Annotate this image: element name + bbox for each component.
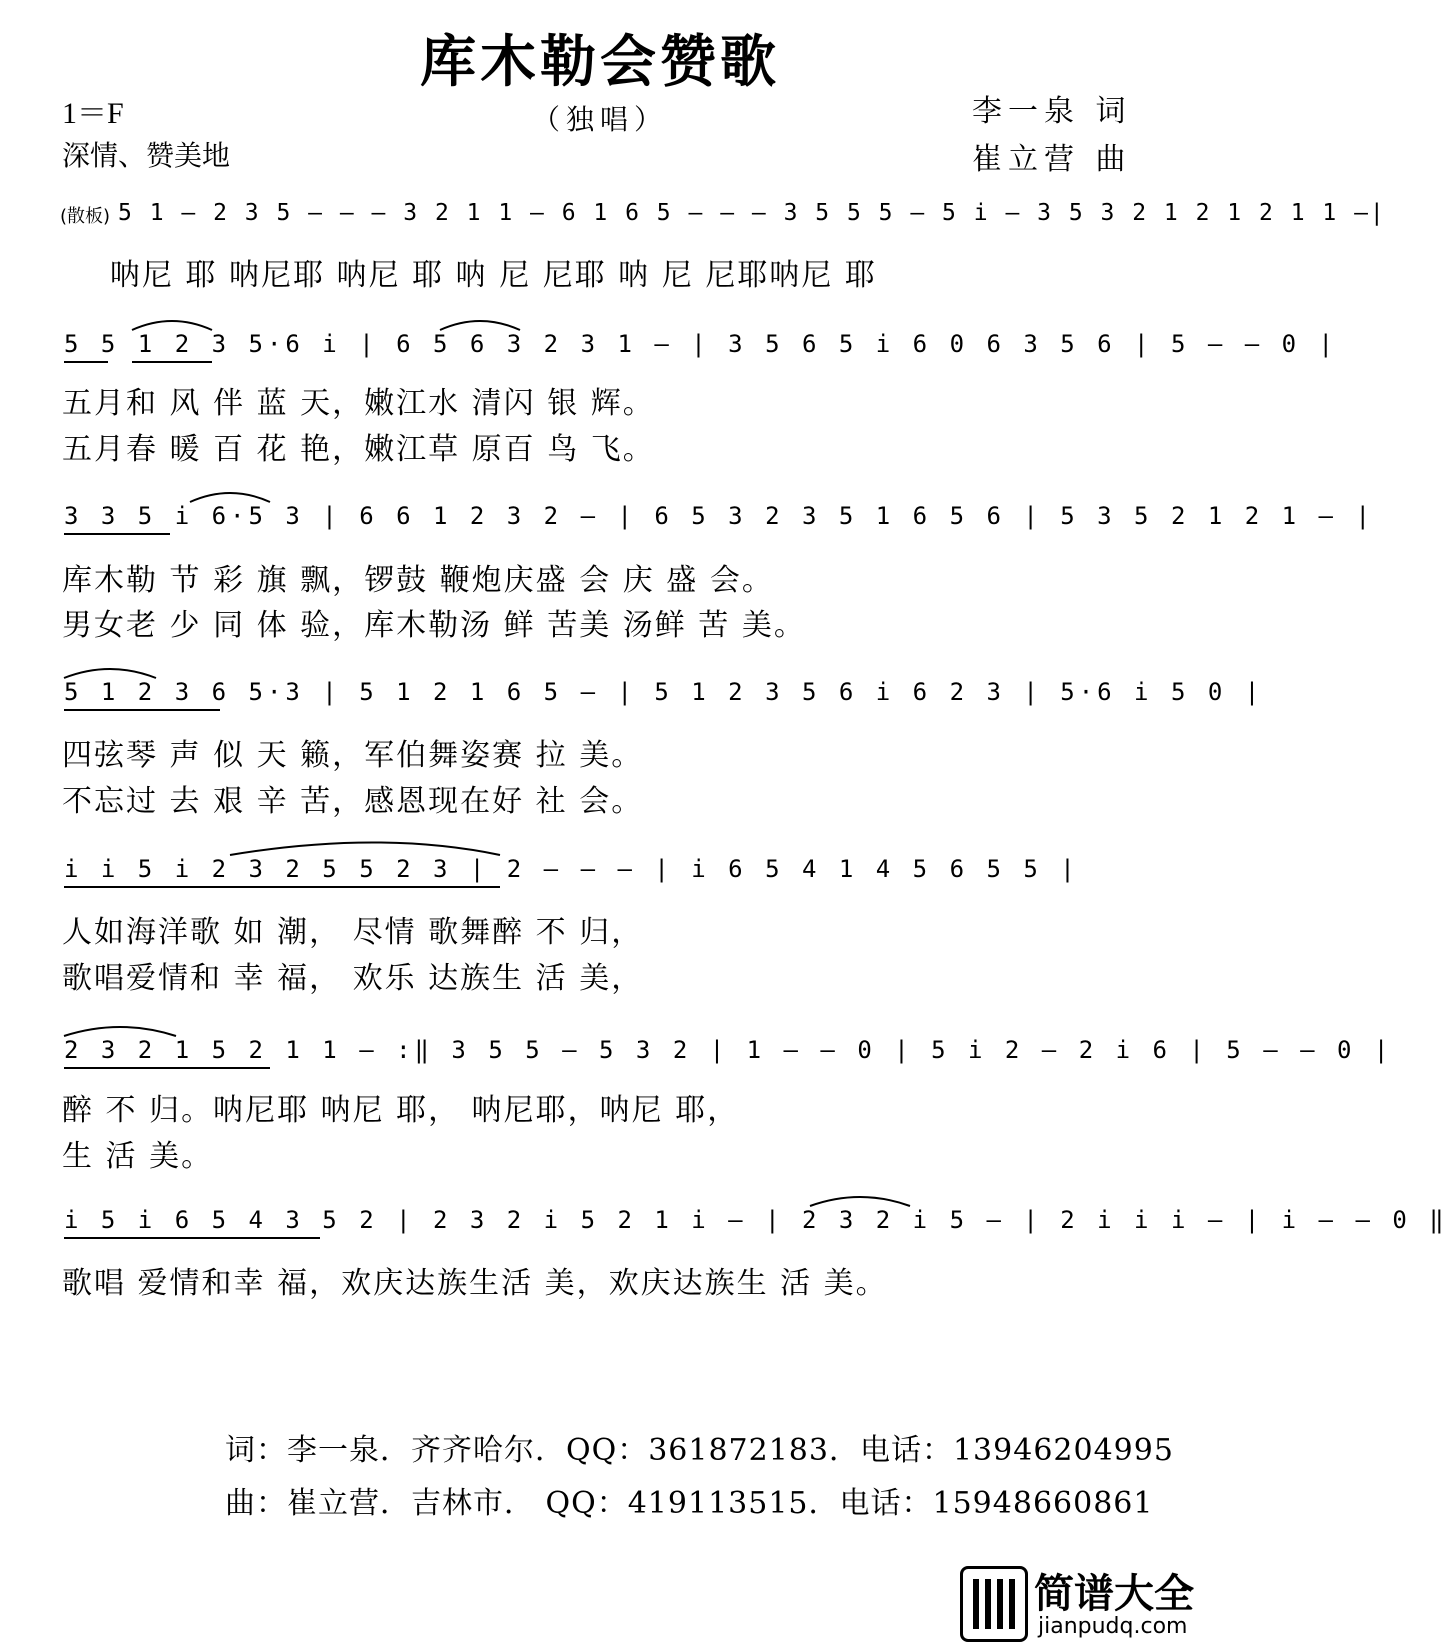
underline-beams <box>64 362 500 1238</box>
notation-line-4: 5 1 2 3 6 5·3 | 5 1 2 1 6 5 – | 5 1 2 3 5 6 i 6 2 3 | 5·6 i 5 0 | <box>64 678 1264 706</box>
notation-line-5: i i 5 i 2 3 2 5 5 2 3 | 2 – – – | i 6 5 4 1 4 5 6 5 5 | <box>64 855 1079 883</box>
lyric-line-4-verse-2: 不忘过 去 艰 辛 苦，感恩现在好 社 会。 <box>62 784 644 819</box>
composer-contact: 曲：崔立营．吉林市． QQ：419113515．电话：15948660861 <box>225 1486 1154 1521</box>
intro-marking-text: (散板) <box>60 206 111 227</box>
watermark-url: jianpudq.com <box>1038 1614 1188 1639</box>
lyric-line-4-verse-1: 四弦琴 声 似 天 籁，军伯舞姿赛 拉 美。 <box>62 738 644 773</box>
tempo-marking: 深情、赞美地 <box>62 139 231 172</box>
lyricist-credit: 李一泉 词 <box>972 94 1132 129</box>
notation-line-3: 3 3 5 i 6·5 3 | 6 6 1 2 3 2 – | 6 5 3 2 3 5 1 6 5 6 | 5 3 5 2 1 2 1 – | <box>64 502 1374 530</box>
composer-credit: 崔立营 曲 <box>972 142 1132 177</box>
notation-line-1: 5 1 – 2 3 5 – – – 3 2 1 1 – 6 1 6 5 – – – 3 5 5 5 – 5 i – 3 5 3 2 1 2 1 2 1 1 –| <box>118 200 1386 226</box>
lyric-line-1-verse-1: 呐尼 耶 呐尼耶 呐尼 耶 呐 尼 尼耶 呐 尼 尼耶呐尼 耶 <box>110 258 877 293</box>
lyric-line-6-verse-2: 生 活 美。 <box>62 1139 214 1174</box>
lyric-line-5-verse-1: 人如海洋歌 如 潮， 尽情 歌舞醉 不 归， <box>62 915 644 950</box>
notation-line-7: i 5 i 6 5 4 3 5 2 | 2 3 2 i 5 2 1 i – | 2 3 2 i 5 – | 2 i i i – | i – – 0 ‖ <box>64 1206 1448 1234</box>
notation-line-2: 5 5 1 2 3 5·6 i | 6 5 6 3 2 3 1 – | 3 5 6 5 i 6 0 6 3 5 6 | 5 – – 0 | <box>64 330 1337 358</box>
lyric-line-7-verse-1: 歌唱 爱情和幸 福，欢庆达族生活 美，欢庆达族生 活 美。 <box>62 1266 888 1301</box>
lyric-line-2-verse-2: 五月春 暖 百 花 艳，嫩江草 原百 鸟 飞。 <box>62 432 655 467</box>
lyricist-contact: 词：李一泉．齐齐哈尔．QQ：361872183．电话：13946204995 <box>225 1433 1174 1468</box>
lyric-line-3-verse-2: 男女老 少 同 体 验，库木勒汤 鲜 苦美 汤鲜 苦 美。 <box>62 608 806 643</box>
site-watermark <box>960 1558 1196 1648</box>
slur-arcs <box>64 321 910 1206</box>
performance-type: （独唱） <box>531 103 668 136</box>
page-title: 库木勒会赞歌 <box>420 30 780 95</box>
lyric-line-5-verse-2: 歌唱爱情和 幸 福， 欢乐 达族生 活 美， <box>62 961 644 996</box>
lyric-line-3-verse-1: 库木勒 节 彩 旗 飘，锣鼓 鞭炮庆盛 会 庆 盛 会。 <box>62 563 774 598</box>
notation-line-6: 2 3 2 1 5 2 1 1 – :‖ 3 5 5 – 5 3 2 | 1 – – 0 | 5 i 2 – 2 i 6 | 5 – – 0 | <box>64 1036 1393 1064</box>
watermark-name: 简谱大全 <box>1034 1571 1194 1617</box>
lyric-line-2-verse-1: 五月和 风 伴 蓝 天，嫩江水 清闪 银 辉。 <box>62 386 655 421</box>
piano-icon <box>960 1566 1028 1642</box>
lyric-line-6-verse-1: 醉 不 归。呐尼耶 呐尼 耶， 呐尼耶，呐尼 耶， <box>62 1093 740 1128</box>
key-signature: 1＝F <box>62 97 124 130</box>
